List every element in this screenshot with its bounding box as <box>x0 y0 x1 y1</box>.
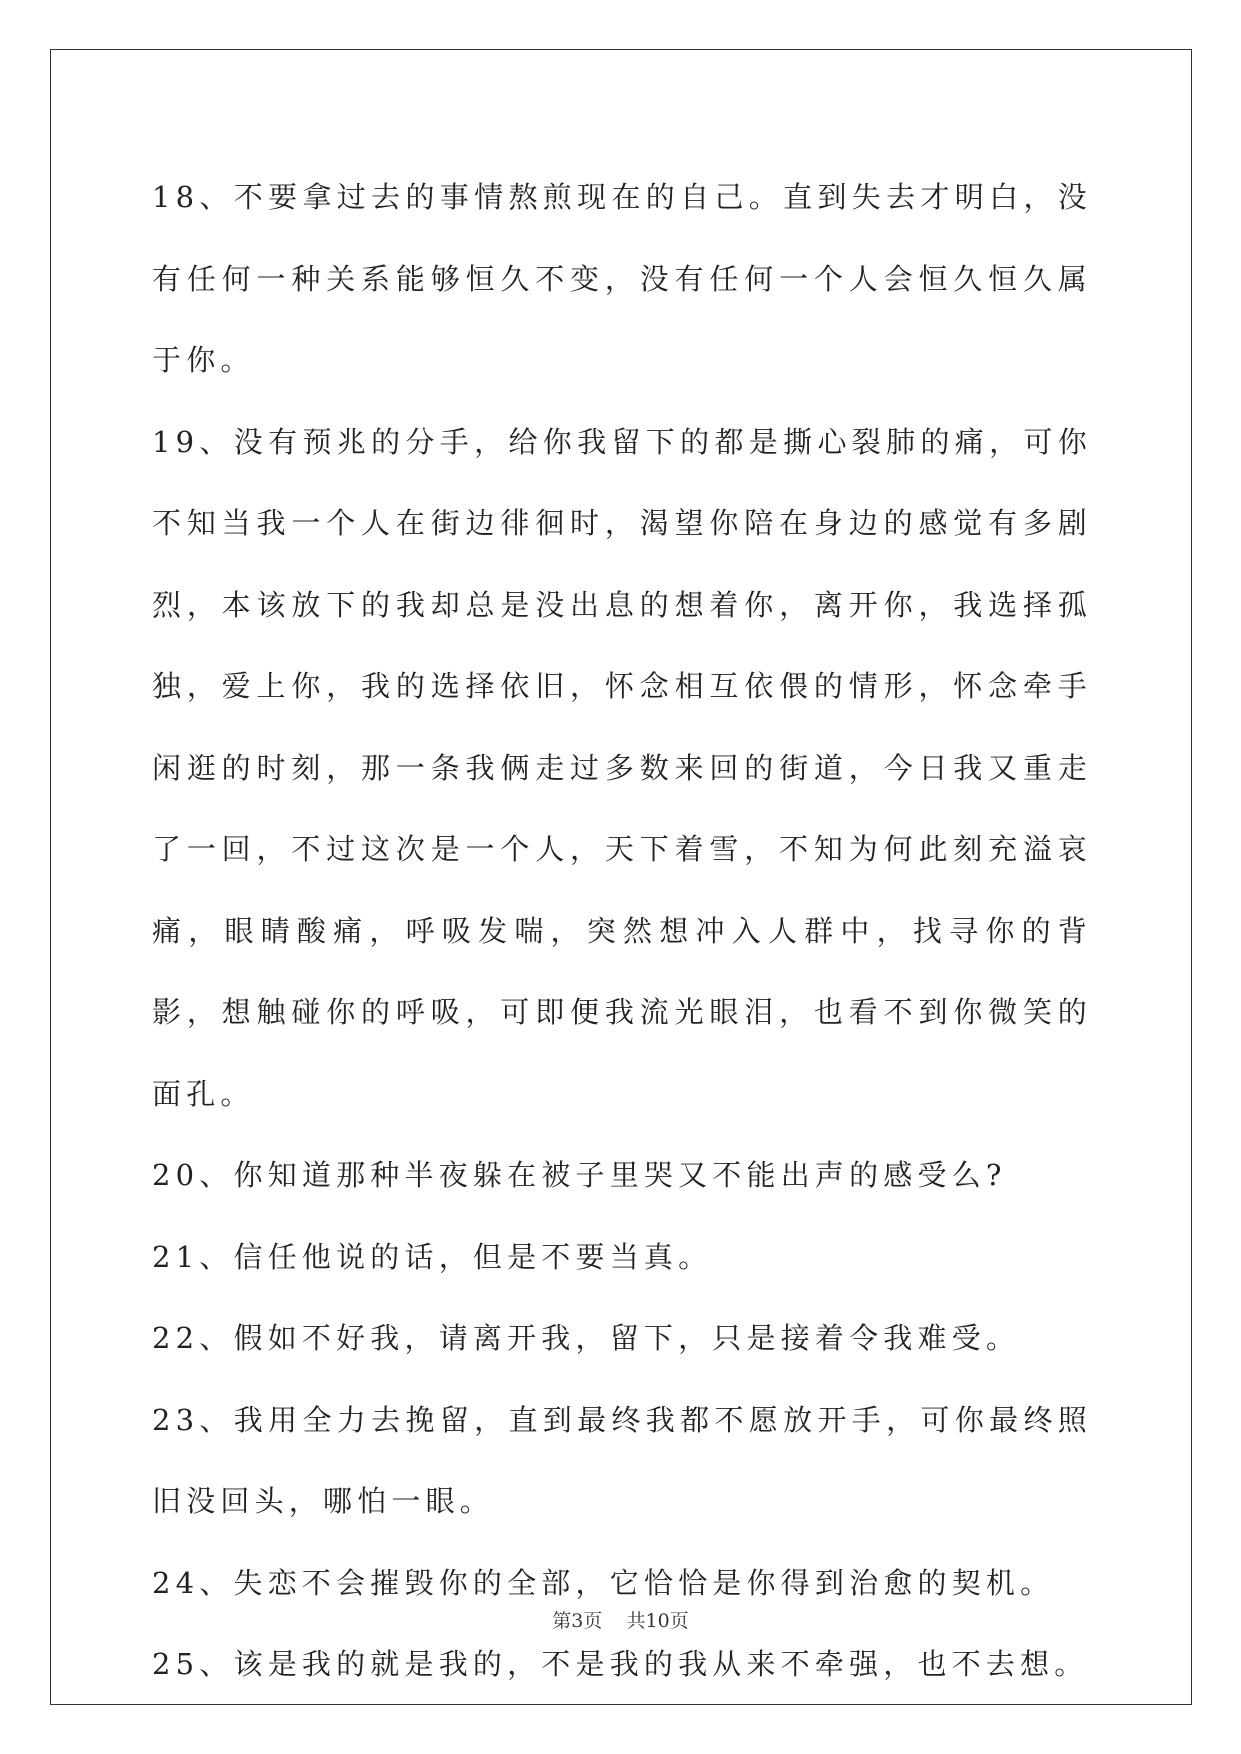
paragraph-20: 20、你知道那种半夜躲在被子里哭又不能出声的感受么? <box>152 1158 1007 1192</box>
page-footer <box>0 1606 1241 1633</box>
paragraph-22: 22、假如不好我，请离开我，留下，只是接着令我难受。 <box>152 1321 1021 1355</box>
document-body <box>152 157 1092 1706</box>
page-total: 共10页 <box>626 1610 689 1632</box>
paragraph-19: 19、没有预兆的分手，给你我留下的都是撕心裂肺的痛，可你不知当我一个人在街边徘徊时，渴望你陪在身边的感觉有多剧烈，本该放下的我却总是没出息的想着你，离开你，我选择孤独，爱上你，我的选择依旧，怀念相互依偎的情形，怀念牵手闲逛的时刻，那一条我俩走过多数来回的街道，今日我又重走了一回，不过这次是一个人，天下着雪，不知为何此刻充溢哀痛，眼睛酸痛，呼吸发喘，突然想冲入人群中，找寻你的背影，想触碰你的呼吸，可即便我流光眼泪，也看不到你微笑的面孔。 <box>152 424 1092 1111</box>
page-number: 第3页 <box>552 1610 603 1632</box>
paragraph-21: 21、信任他说的话，但是不要当真。 <box>152 1239 713 1274</box>
paragraph-25: 25、该是我的就是我的，不是我的我从来不牵强，也不去想。 <box>152 1647 1089 1681</box>
paragraph-24: 24、失恋不会摧毁你的全部，它恰恰是你得到治愈的契机。 <box>152 1565 1055 1600</box>
paragraph-23: 23、我用全力去挽留，直到最终我都不愿放开手，可你最终照旧没回头，哪怕一眼。 <box>152 1402 1092 1518</box>
paragraph-18: 18、不要拿过去的事情熬煎现在的自己。直到失去才明白，没有任何一种关系能够恒久不变，没有任何一个人会恒久恒久属于你。 <box>152 180 1092 377</box>
